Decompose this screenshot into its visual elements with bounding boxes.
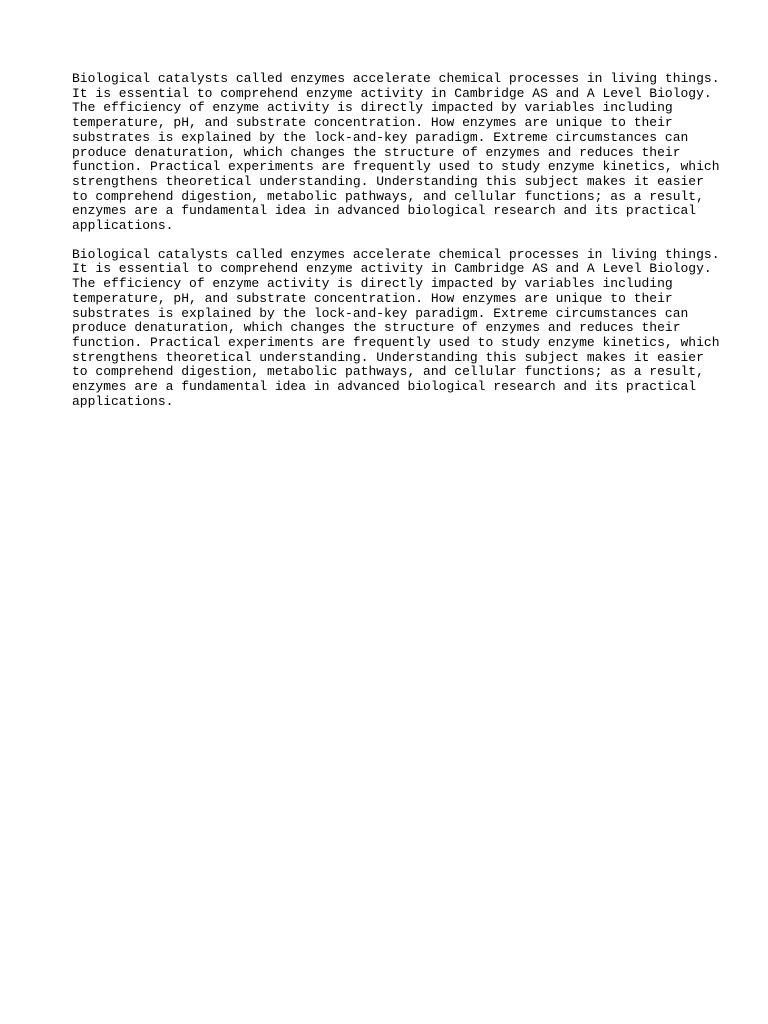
line: temperature, pH, and substrate concentration. How enzymes are unique to their bbox=[72, 290, 673, 306]
line: function. Practical experiments are frequently used to study enzyme kinetics, which bbox=[72, 159, 720, 175]
paragraph-2 bbox=[72, 246, 720, 410]
line: enzymes are a fundamental idea in advanced biological research and its practical bbox=[72, 203, 697, 219]
line: temperature, pH, and substrate concentration. How enzymes are unique to their bbox=[72, 115, 673, 131]
line: produce denaturation, which changes the structure of enzymes and reduces their bbox=[72, 320, 681, 336]
line: strengthens theoretical understanding. Understanding this subject makes it easier bbox=[72, 173, 704, 189]
line: substrates is explained by the lock-and-key paradigm. Extreme circumstances can bbox=[72, 129, 689, 145]
line: function. Practical experiments are frequently used to study enzyme kinetics, which bbox=[72, 334, 720, 350]
line: applications. bbox=[72, 393, 174, 409]
line: to comprehend digestion, metabolic pathways, and cellular functions; as a result, bbox=[72, 364, 704, 380]
line: It is essential to comprehend enzyme activity in Cambridge AS and A Level Biology. bbox=[72, 261, 712, 277]
line: enzymes are a fundamental idea in advanced biological research and its practical bbox=[72, 379, 697, 395]
line: strengthens theoretical understanding. Understanding this subject makes it easier bbox=[72, 349, 704, 365]
line: The efficiency of enzyme activity is directly impacted by variables including bbox=[72, 100, 673, 116]
line: produce denaturation, which changes the structure of enzymes and reduces their bbox=[72, 144, 681, 160]
line: to comprehend digestion, metabolic pathways, and cellular functions; as a result, bbox=[72, 188, 704, 204]
paragraph-1 bbox=[72, 71, 720, 234]
line: Biological catalysts called enzymes accelerate chemical processes in living things. bbox=[72, 246, 720, 262]
line: applications. bbox=[72, 218, 174, 234]
line: The efficiency of enzyme activity is directly impacted by variables including bbox=[72, 276, 673, 292]
line: It is essential to comprehend enzyme activity in Cambridge AS and A Level Biology. bbox=[72, 85, 712, 101]
line: substrates is explained by the lock-and-key paradigm. Extreme circumstances can bbox=[72, 305, 689, 321]
line: Biological catalysts called enzymes accelerate chemical processes in living things. bbox=[72, 71, 720, 86]
document-page bbox=[72, 71, 720, 423]
